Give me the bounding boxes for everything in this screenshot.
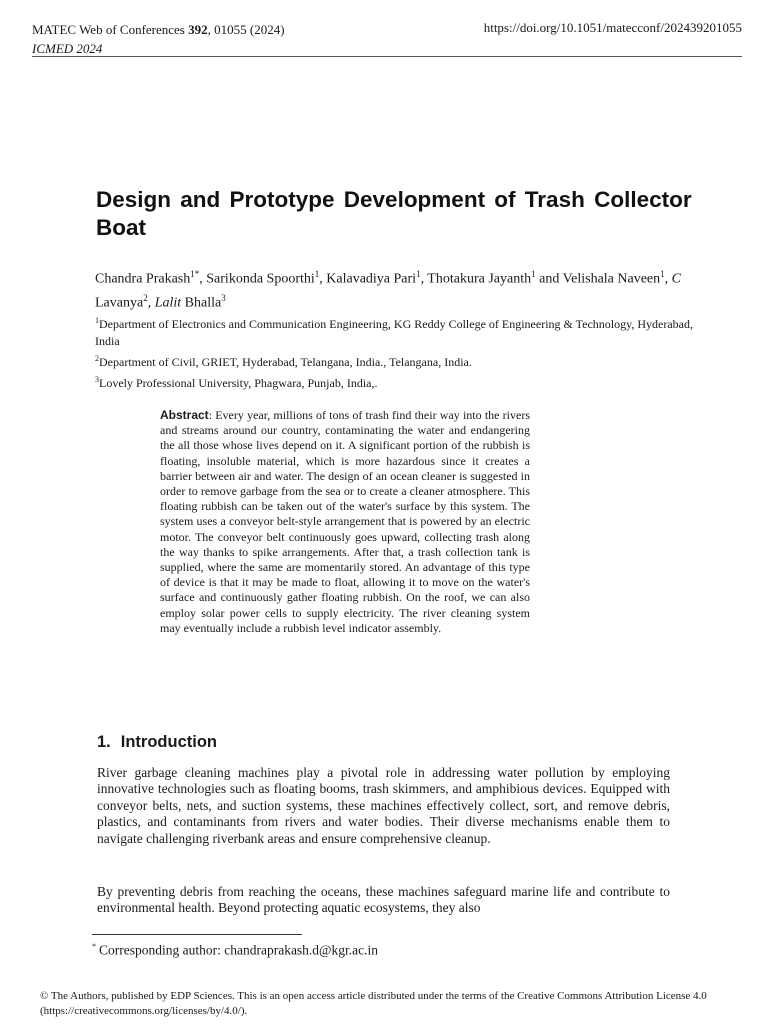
doi-link[interactable]: https://doi.org/10.1051/matecconf/202439201055 — [483, 20, 742, 35]
section-heading — [97, 733, 217, 752]
footnote-divider — [92, 934, 302, 935]
paper-title: Design and Prototype Development of Trash Collector Boat — [96, 187, 692, 240]
header-divider — [32, 56, 742, 57]
running-header-left — [32, 20, 285, 58]
abstract-label: Abstract — [160, 408, 209, 422]
affiliation-list — [95, 312, 695, 392]
footnote-text: Corresponding author: chandraprakash.d@kgr.ac.in — [99, 942, 378, 958]
volume-number: 392 — [188, 22, 208, 37]
affiliation-item: $^3$Lovely Professional University, Phagwara, Punjab, India,. — [95, 375, 378, 390]
author-list: Chandra Prakash$^{1*}$, Sarikonda Spoorthi$^1$, Kalavadiya Pari$^1$, Thotakura Jayanth$^1$ and Velishala Naveen$^1$, C Lavanya$^2$, Lalit Bhalla$^3$ — [95, 269, 681, 311]
journal-citation: MATEC Web of Conferences 392, 01055 (2024) — [32, 22, 285, 37]
affiliation-item: $^1$Department of Electronics and Communication Engineering, KG Reddy College of Engineering & Technology, Hyderabad, India — [95, 316, 693, 348]
abstract-text: : Every year, millions of tons of trash find their way into the rivers and streams around our country, contaminating the water and endangering the all those whose lives depend on it. A significant portion of the rubbish is floating, insoluble material, which is more hazardous since it creates a barrier between air and water. The design of an ocean cleaner is suggested in order to remove garbage from the sea or to create a cleaner atmosphere. This floating rubbish can be taken out of the water's surface by this system. The system uses a conveyor belt-style arrangement that is powered by an electric motor. The conveyor belt continuously goes upward, collecting trash along the way thanks to spike arrangements. After that, a trash collection tank is supplied, where the same are momentarily stored. An advantage of this type of device is that it may be made to float, allowing it to move on the water's surface and continuously gather floating rubbish. On the roof, we can also employ solar power cells to supply electricity. The river cleaning system may eventually include a rubbish level indicator assembly. — [160, 408, 530, 635]
section-title: Introduction — [120, 733, 217, 751]
section-number: 1. — [97, 733, 111, 751]
footnote-marker: * — [92, 942, 96, 951]
conference-name: ICMED 2024 — [32, 41, 103, 56]
footnote — [92, 942, 378, 959]
abstract — [160, 408, 530, 636]
affiliation-item: $^2$Department of Civil, GRIET, Hyderabad, Telangana, India., Telangana, India. — [95, 354, 472, 369]
body-paragraph: By preventing debris from reaching the oceans, these machines safeguard marine life and contribute to environmental health. Beyond protecting aquatic ecosystems, they also — [97, 884, 670, 916]
body-paragraph: River garbage cleaning machines play a pivotal role in addressing water pollution by employing innovative technologies such as floating booms, trash skimmers, and amphibious devices. Equipped with conveyor belts, nets, and suction systems, these machines effectively collect, sort, and remove debris, plastics, and contaminants from rivers and water bodies. Their diverse mechanisms enable them to navigate challenging riverbank areas and ensure comprehensive cleanup. — [97, 765, 670, 846]
license-notice: © The Authors, published by EDP Sciences. This is an open access article distributed under the terms of the Creative Commons Attribution License 4.0 (https://creativecommons.org/licenses/by/4.0/). — [40, 990, 707, 1017]
